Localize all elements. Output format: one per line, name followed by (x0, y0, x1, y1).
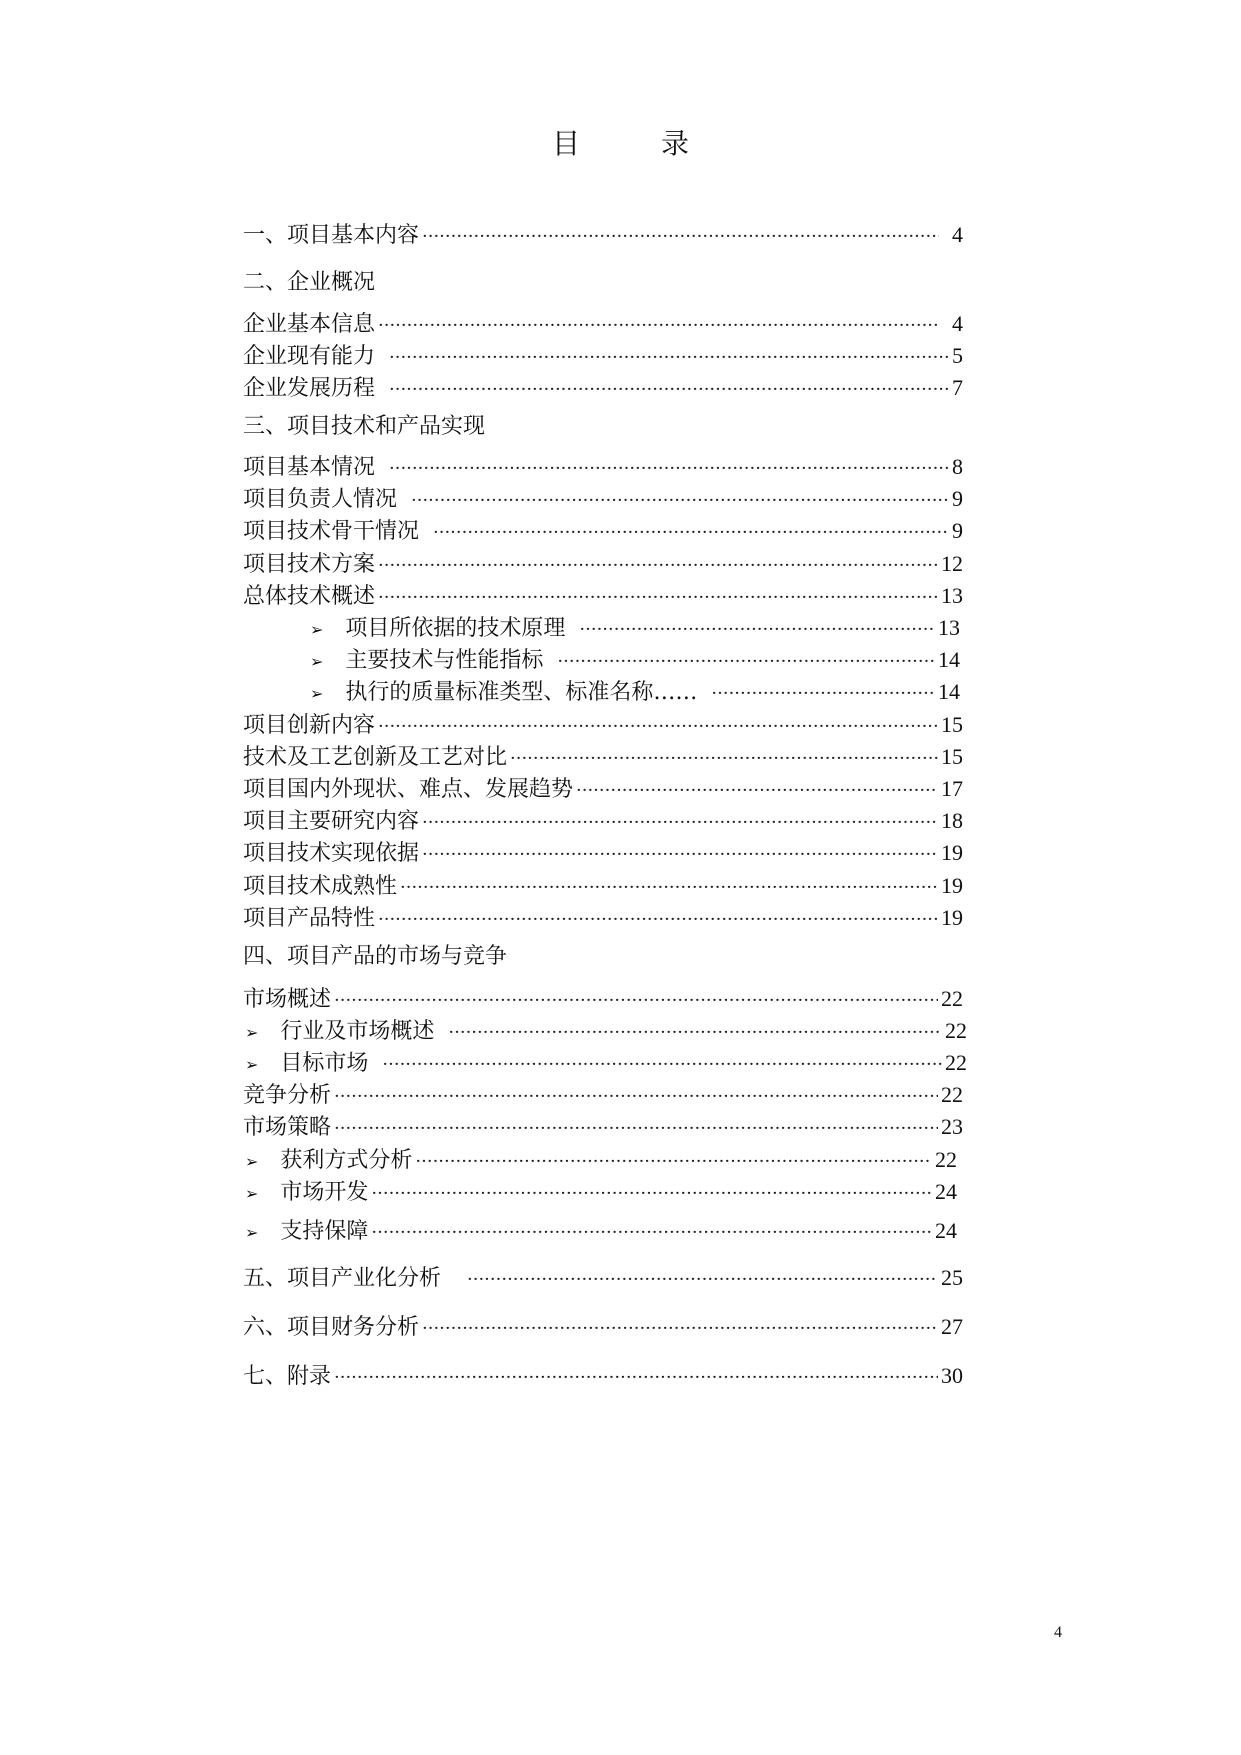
toc-entry[interactable] (243, 1112, 963, 1142)
toc-entry-page: 14 (938, 647, 960, 672)
dot-leader (378, 551, 938, 581)
dot-leader (371, 1179, 932, 1209)
toc-entry-page: 13 (941, 583, 963, 608)
dot-leader (400, 873, 938, 903)
toc-title: 目 录 (552, 127, 725, 160)
toc-entry[interactable] (243, 806, 963, 836)
toc-entry-page: 22 (945, 1050, 967, 1075)
dot-leader (382, 1050, 942, 1080)
toc-entry[interactable] (243, 1263, 963, 1293)
toc-entry[interactable] (243, 373, 963, 403)
toc-entry[interactable] (243, 581, 963, 611)
dot-leader (415, 1147, 932, 1177)
dot-leader (579, 615, 935, 645)
dot-leader (334, 986, 938, 1016)
toc-entry-label: 行业及市场概述 (280, 1019, 435, 1044)
toc-entry-page: 22 (941, 1082, 963, 1107)
toc-subentry[interactable] (310, 645, 960, 675)
arrow-bullet-icon: ➢ (245, 1055, 259, 1074)
toc-entry-label: 目标市场 (280, 1051, 369, 1076)
dot-leader (448, 1018, 942, 1048)
toc-entry-page: 8 (952, 454, 963, 479)
toc-entry[interactable] (243, 220, 963, 250)
toc-entry-label: 项目主要研究内容 (243, 809, 420, 834)
toc-entry-page: 15 (941, 744, 963, 769)
toc-entry-label: 项目所依据的技术原理 (345, 616, 566, 641)
toc-section-heading[interactable]: 四、项目产品的市场与竞争 (243, 944, 508, 969)
toc-entry-label: 项目国内外现状、难点、发展趋势 (243, 777, 574, 802)
toc-entry-page: 19 (941, 873, 963, 898)
dot-leader (433, 518, 949, 548)
toc-entry[interactable] (243, 309, 963, 339)
toc-entry-page: 4 (952, 222, 963, 247)
toc-entry-page: 24 (935, 1179, 957, 1204)
arrow-bullet-icon: ➢ (245, 1184, 259, 1203)
toc-entry-page: 30 (941, 1363, 963, 1388)
toc-entry-label: 企业发展历程 (243, 376, 376, 401)
toc-entry-page: 15 (941, 712, 963, 737)
toc-entry-label: 项目技术骨干情况 (243, 519, 420, 544)
page-number: 4 (1054, 1624, 1062, 1641)
toc-entry-label: 总体技术概述 (243, 584, 376, 609)
dot-leader (711, 679, 935, 709)
toc-entry-label: 项目技术方案 (243, 552, 376, 577)
toc-entry[interactable] (243, 452, 963, 482)
toc-entry[interactable] (243, 710, 963, 740)
toc-entry[interactable] (243, 549, 963, 579)
toc-entry-label: 竞争分析 (243, 1083, 332, 1108)
toc-subentry[interactable] (245, 1048, 967, 1078)
toc-entry-page: 19 (941, 840, 963, 865)
toc-entry-page: 19 (941, 905, 963, 930)
dot-leader (422, 840, 938, 870)
toc-entry-page: 9 (952, 518, 963, 543)
toc-entry[interactable] (243, 1312, 963, 1342)
toc-entry-page: 22 (941, 986, 963, 1011)
arrow-bullet-icon: ➢ (310, 620, 324, 639)
toc-entry-page: 5 (952, 343, 963, 368)
toc-subentry[interactable] (310, 613, 960, 643)
toc-entry-label: 企业基本信息 (243, 312, 376, 337)
dot-leader (378, 311, 939, 341)
toc-entry[interactable] (243, 984, 963, 1014)
toc-entry-label: 一、项目基本内容 (243, 223, 420, 248)
dot-leader (378, 712, 938, 742)
toc-entry-label: 项目基本情况 (243, 455, 376, 480)
toc-entry-page: 18 (941, 808, 963, 833)
toc-entry-label: 五、项目产业化分析 (243, 1266, 442, 1291)
dot-leader (557, 647, 935, 677)
toc-entry-page: 7 (952, 375, 963, 400)
toc-entry-label: 支持保障 (280, 1219, 369, 1244)
toc-entry[interactable] (243, 903, 963, 933)
toc-entry-label: 七、附录 (243, 1364, 332, 1389)
toc-entry-label: 执行的质量标准类型、标准名称…… (345, 680, 698, 705)
toc-entry-label: 主要技术与性能指标 (345, 648, 544, 673)
dot-leader (371, 1218, 932, 1248)
toc-subentry[interactable] (245, 1216, 957, 1246)
toc-entry-label: 企业现有能力 (243, 344, 376, 369)
toc-entry-label: 项目技术实现依据 (243, 841, 420, 866)
toc-entry[interactable] (243, 1361, 963, 1391)
dot-leader (389, 343, 949, 373)
toc-entry-page: 22 (945, 1018, 967, 1043)
dot-leader (576, 776, 938, 806)
dot-leader (422, 222, 939, 252)
dot-leader (334, 1082, 938, 1112)
dot-leader (389, 454, 949, 484)
toc-entry[interactable] (243, 774, 963, 804)
toc-subentry[interactable] (310, 677, 960, 707)
arrow-bullet-icon: ➢ (245, 1223, 259, 1242)
toc-entry-label: 市场策略 (243, 1115, 332, 1140)
dot-leader (411, 486, 949, 516)
toc-entry-label: 项目技术成熟性 (243, 874, 398, 899)
toc-entry-label: 市场概述 (243, 987, 332, 1012)
toc-section-heading[interactable]: 二、企业概况 (243, 270, 376, 295)
dot-leader (467, 1265, 938, 1295)
toc-subentry[interactable] (245, 1177, 957, 1207)
toc-entry[interactable] (243, 341, 963, 371)
toc-entry-label: 项目创新内容 (243, 713, 376, 738)
toc-entry[interactable] (243, 871, 963, 901)
arrow-bullet-icon: ➢ (245, 1152, 259, 1171)
dot-leader (422, 1314, 938, 1344)
toc-entry-page: 23 (941, 1114, 963, 1139)
dot-leader (422, 808, 938, 838)
toc-section-heading[interactable]: 三、项目技术和产品实现 (243, 414, 486, 439)
toc-entry-page: 4 (952, 311, 963, 336)
dot-leader (334, 1114, 938, 1144)
arrow-bullet-icon: ➢ (310, 652, 324, 671)
arrow-bullet-icon: ➢ (310, 684, 324, 703)
toc-entry[interactable] (243, 1080, 963, 1110)
dot-leader (389, 375, 949, 405)
toc-entry-page: 25 (941, 1265, 963, 1290)
toc-entry-page: 17 (941, 776, 963, 801)
toc-entry-label: 市场开发 (280, 1180, 369, 1205)
toc-subentry[interactable] (245, 1016, 967, 1046)
toc-entry-label: 获利方式分析 (280, 1148, 413, 1173)
toc-entry[interactable] (243, 516, 963, 546)
dot-leader (510, 744, 938, 774)
arrow-bullet-icon: ➢ (245, 1023, 259, 1042)
toc-entry-label: 技术及工艺创新及工艺对比 (243, 745, 508, 770)
toc-entry[interactable] (243, 742, 963, 772)
toc-entry-label: 项目负责人情况 (243, 487, 398, 512)
toc-entry-page: 22 (935, 1147, 957, 1172)
toc-subentry[interactable] (245, 1145, 957, 1175)
dot-leader (378, 583, 938, 613)
toc-entry-page: 12 (941, 551, 963, 576)
toc-entry-page: 14 (938, 679, 960, 704)
toc-entry-label: 项目产品特性 (243, 906, 376, 931)
toc-entry-page: 24 (935, 1218, 957, 1243)
toc-entry-page: 27 (941, 1314, 963, 1339)
dot-leader (334, 1363, 938, 1393)
toc-entry-page: 9 (952, 486, 963, 511)
toc-entry-label: 六、项目财务分析 (243, 1315, 420, 1340)
toc-entry[interactable] (243, 838, 963, 868)
toc-entry-page: 13 (938, 615, 960, 640)
toc-entry[interactable] (243, 484, 963, 514)
dot-leader (378, 905, 938, 935)
